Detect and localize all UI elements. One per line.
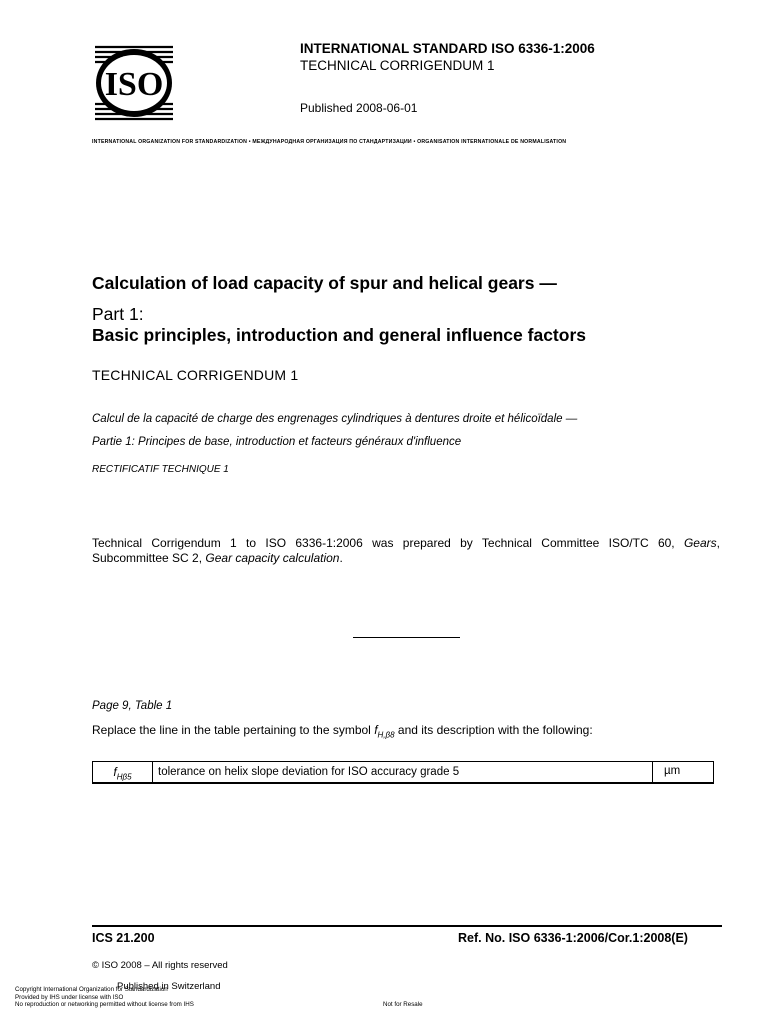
french-part-title: Partie 1: Principes de base, introduction et facteurs généraux d'influence — [92, 436, 462, 448]
part-title: Basic principles, introduction and general influence factors — [92, 325, 586, 345]
standard-title: INTERNATIONAL STANDARD ISO 6336-1:2006 — [300, 41, 595, 56]
french-title: Calcul de la capacité de charge des engrenages cylindriques à dentures droite et hélicoïdale — — [92, 413, 578, 425]
corrigendum-heading: TECHNICAL CORRIGENDUM 1 — [92, 367, 299, 383]
license-line-1: Copyright International Organization for Standardization — [15, 986, 168, 993]
replacement-instruction: Replace the line in the table pertaining to the symbol $f_{H,\beta 8}$ and its description with the following: — [92, 723, 593, 740]
part-number: Part 1: — [92, 304, 144, 324]
not-for-resale: Not for Resale — [383, 1001, 423, 1008]
footer-rule — [92, 925, 722, 927]
corrigendum-subtitle: TECHNICAL CORRIGENDUM 1 — [300, 58, 495, 73]
svg-text:ISO: ISO — [104, 66, 164, 103]
preparation-paragraph: Technical Corrigendum 1 to ISO 6336-1:2006 was prepared by Technical Committee ISO/TC 60, Gears, Subcommittee SC 2, Gear capacity calculation. — [92, 536, 720, 565]
published-in: Published in Switzerland — [117, 981, 221, 992]
organization-line: INTERNATIONAL ORGANIZATION FOR STANDARDIZATION • МЕЖДУНАРОДНАЯ ОРГАНИЗАЦИЯ ПО СТАНДАРТИЗАЦИИ • ORGANISATION INTERNATIONALE DE NORMALISATION — [92, 139, 567, 145]
replacement-table-row — [92, 761, 714, 784]
french-corrigendum: RECTIFICATIF TECHNIQUE 1 — [92, 464, 229, 475]
published-date: Published 2008-06-01 — [300, 101, 418, 115]
copyright-notice: © ISO 2008 – All rights reserved — [92, 960, 228, 971]
ics-code: ICS 21.200 — [92, 931, 155, 945]
symbol-cell: $f_{H\beta 5}$ — [93, 762, 153, 782]
unit-cell: µm — [652, 762, 714, 782]
iso-logo — [95, 44, 173, 122]
document-title: Calculation of load capacity of spur and helical gears — — [92, 273, 557, 293]
page-reference: Page 9, Table 1 — [92, 700, 173, 712]
description-cell: tolerance on helix slope deviation for ISO accuracy grade 5 — [158, 766, 460, 778]
license-line-2: Provided by IHS under license with ISO — [15, 994, 124, 1001]
section-separator — [353, 637, 460, 638]
license-line-3: No reproduction or networking permitted without license from IHS — [15, 1001, 194, 1008]
reference-number: Ref. No. ISO 6336-1:2006/Cor.1:2008(E) — [458, 931, 688, 945]
